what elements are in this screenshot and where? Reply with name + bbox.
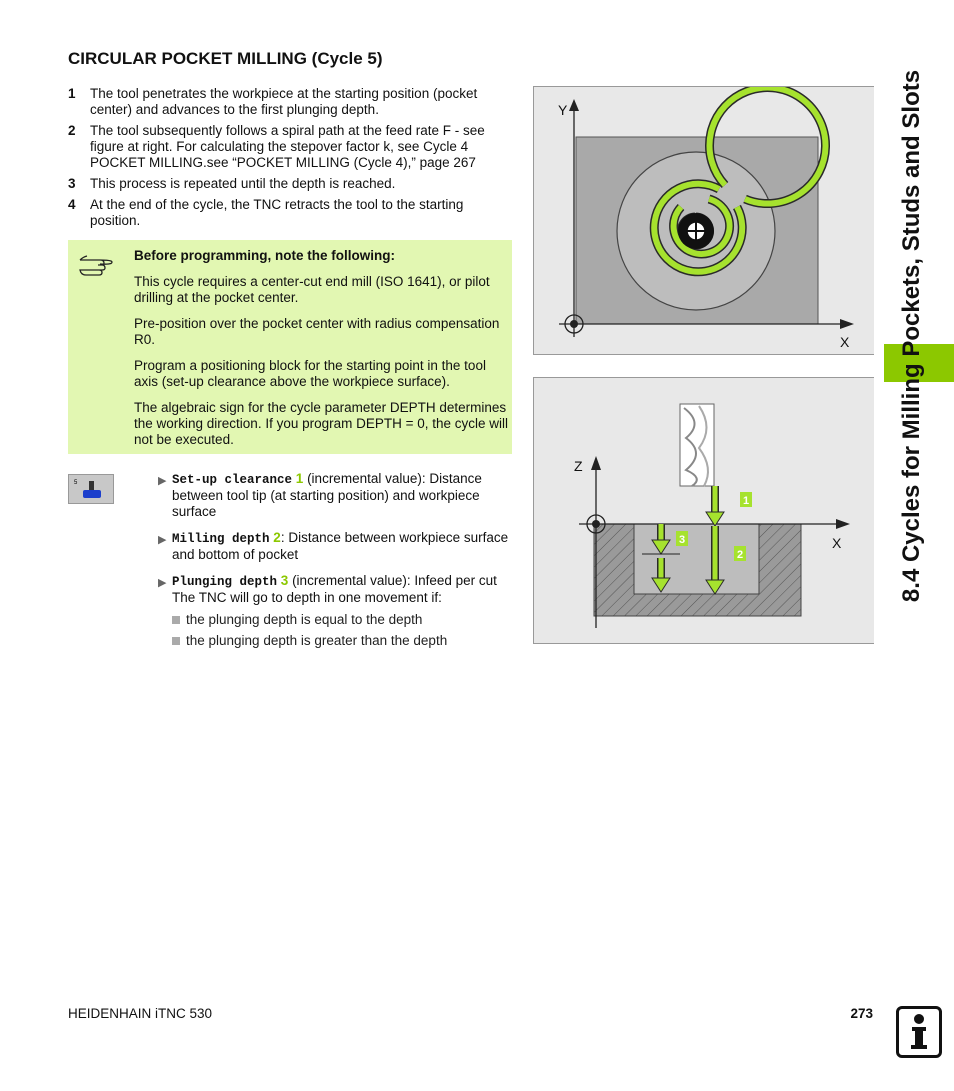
- step-text: The tool penetrates the workpiece at the starting position (pocket center) and advances to the first plunging depth.: [90, 86, 478, 117]
- square-bullet-icon: [172, 616, 180, 624]
- axis-z-label: Z: [574, 458, 583, 474]
- step-item: [68, 123, 514, 171]
- triangle-bullet-icon: ▶: [158, 577, 167, 589]
- step-item: [68, 197, 514, 229]
- square-bullet-icon: [172, 637, 180, 645]
- step-number: 2: [68, 123, 76, 138]
- note-box: [68, 240, 512, 454]
- pointing-hand-icon: [78, 250, 114, 276]
- softkey-label: 5: [74, 480, 78, 486]
- step-number: 3: [68, 176, 76, 191]
- step-number: 4: [68, 197, 76, 212]
- param-number: 3: [280, 573, 289, 588]
- param-description: : Distance between workpiece surface and bottom of pocket: [172, 530, 509, 562]
- note-paragraph: The algebraic sign for the cycle parameter DEPTH determines the working direction. If you program DEPTH = 0, the cycle will not be executed.: [134, 400, 509, 447]
- figure-top-view: [533, 86, 874, 355]
- page-number: 273: [850, 1006, 873, 1021]
- step-item: [68, 176, 514, 192]
- param-code: Milling depth: [172, 532, 270, 546]
- pocket-milling-icon: [69, 475, 113, 503]
- step-number: 1: [68, 86, 76, 101]
- list-item-text: the plunging depth is equal to the depth: [186, 612, 423, 627]
- param-description: (incremental value): Infeed per cut The TNC will go to depth in one movement if:: [172, 573, 497, 605]
- step-item: [68, 86, 514, 118]
- param-plunging-depth: [158, 573, 514, 606]
- arrow-setup-clearance: [706, 486, 724, 526]
- param-milling-depth: [158, 530, 514, 563]
- axis-x-label: X: [840, 334, 850, 350]
- step-text: At the end of the cycle, the TNC retracts the tool to the starting position.: [90, 197, 464, 228]
- section-heading: CIRCULAR POCKET MILLING (Cycle 5): [68, 49, 383, 68]
- list-item-text: the plunging depth is greater than the depth: [186, 633, 448, 648]
- axis-y-label: Y: [558, 102, 568, 118]
- param-setup-clearance: [158, 471, 514, 520]
- end-mill-icon: [680, 404, 714, 486]
- parameter-list: [158, 471, 514, 654]
- triangle-bullet-icon: ▶: [158, 475, 167, 487]
- note-paragraph: Program a positioning block for the starting point in the tool axis (set-up clearance above the workpiece surface).: [134, 358, 486, 389]
- triangle-bullet-icon: ▶: [158, 534, 167, 546]
- list-item: [172, 633, 514, 649]
- figure-side-view: [533, 377, 874, 644]
- param-number: 2: [273, 530, 281, 545]
- param-code: Set-up clearance: [172, 473, 293, 487]
- step-text: The tool subsequently follows a spiral path at the feed rate F - see figure at right. For calculating the stepover factor k, see Cycle 4 POCKET MILLING.see “POCKET MILLING (Cycle 4),” page 267: [90, 123, 485, 170]
- note-paragraph: Pre-position over the pocket center with radius compensation R0.: [134, 316, 500, 347]
- param-description: (incremental value): Distance between tool tip (at starting position) and workpiece surface: [172, 471, 482, 519]
- cycle5-softkey[interactable]: [68, 474, 114, 504]
- info-icon[interactable]: [896, 1006, 942, 1058]
- step-text: This process is repeated until the depth is reached.: [90, 176, 396, 191]
- param-code: Plunging depth: [172, 575, 278, 589]
- note-paragraph: This cycle requires a center-cut end mill (ISO 1641), or pilot drilling at the pocket center.: [134, 274, 490, 305]
- label-2: 2: [737, 549, 744, 561]
- param-number: 1: [295, 471, 304, 486]
- chapter-title: 8.4 Cycles for Milling Pockets, Studs and Slots: [898, 69, 925, 603]
- condition-list: [172, 612, 514, 649]
- procedure-steps: [68, 86, 514, 234]
- list-item: [172, 612, 514, 628]
- axis-x-label: X: [832, 535, 842, 551]
- label-1: 1: [743, 495, 750, 507]
- footer-product: HEIDENHAIN iTNC 530: [68, 1006, 213, 1021]
- label-3: 3: [679, 534, 686, 546]
- note-title: Before programming, note the following:: [134, 248, 395, 263]
